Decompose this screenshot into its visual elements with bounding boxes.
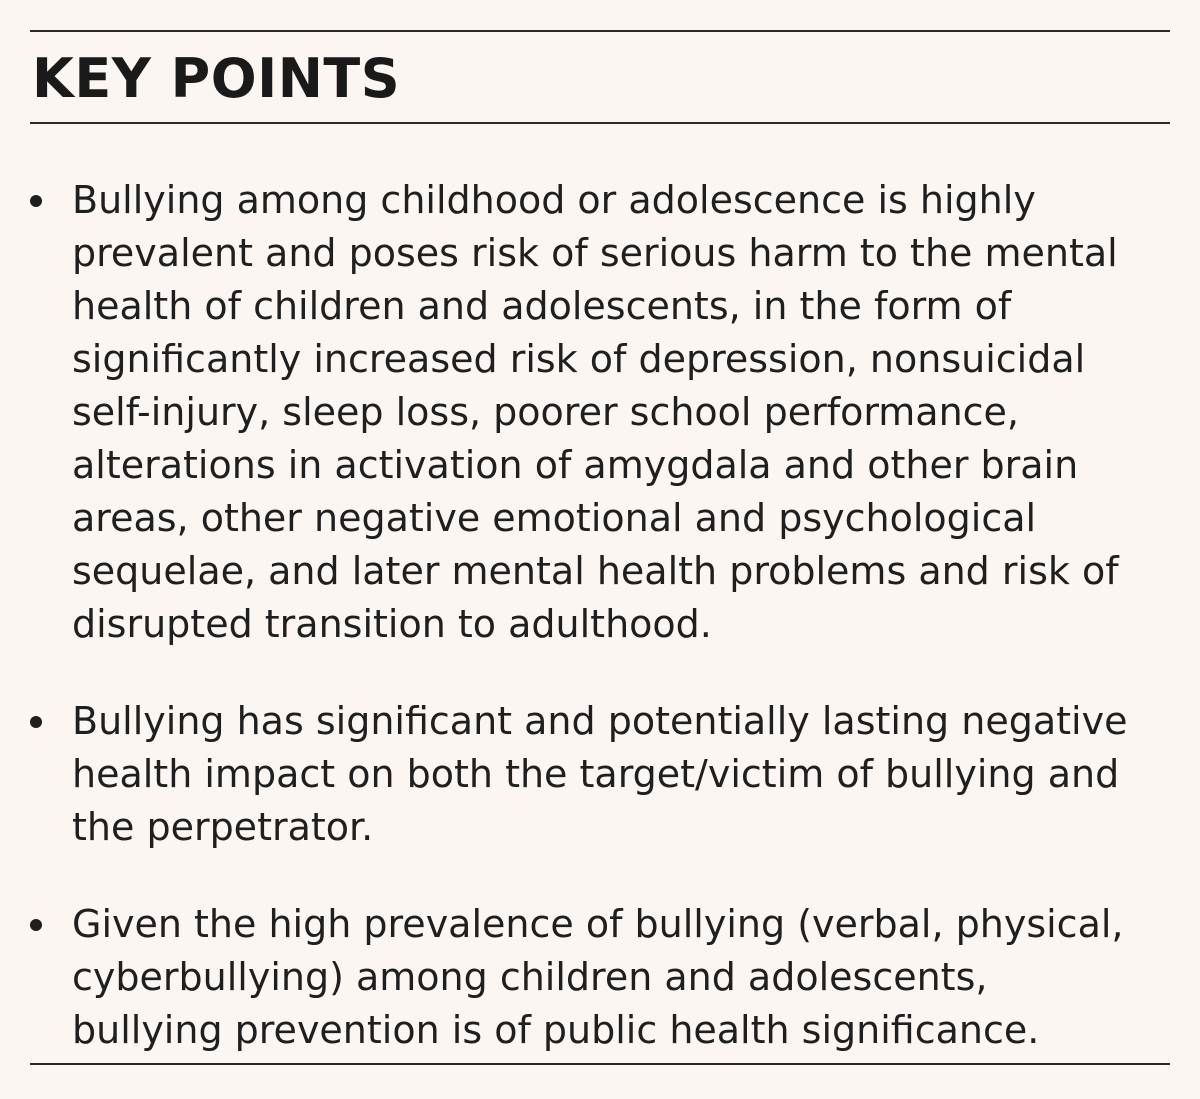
bullet-icon	[30, 919, 42, 931]
key-point-2	[0, 695, 1200, 854]
point-line: Given the high prevalence of bullying (verbal, physical,	[72, 902, 1124, 946]
bottom-rule	[30, 1063, 1170, 1065]
point-line: areas, other negative emotional and psychological	[72, 496, 1037, 540]
point-line: health of children and adolescents, in the form of	[72, 284, 1012, 328]
point-line: cyberbullying) among children and adolescents,	[72, 955, 988, 999]
bullet-icon	[30, 716, 42, 728]
key-point-3	[0, 898, 1200, 1057]
point-line: Bullying has significant and potentially lasting negative	[72, 699, 1128, 743]
point-line: self-injury, sleep loss, poorer school performance,	[72, 390, 1020, 434]
key-point-1	[0, 174, 1200, 651]
point-line: bullying prevention is of public health significance.	[72, 1008, 1040, 1052]
key-points-list	[0, 174, 1200, 1099]
point-line: Bullying among childhood or adolescence is highly	[72, 178, 1036, 222]
point-line: disrupted transition to adulthood.	[72, 602, 712, 646]
section-heading: KEY POINTS	[32, 47, 401, 110]
bullet-icon	[30, 195, 42, 207]
point-line: significantly increased risk of depression, nonsuicidal	[72, 337, 1086, 381]
point-line: sequelae, and later mental health problems and risk of	[72, 549, 1119, 593]
point-line: prevalent and poses risk of serious harm to the mental	[72, 231, 1118, 275]
point-line: alterations in activation of amygdala and other brain	[72, 443, 1079, 487]
point-line: the perpetrator.	[72, 805, 374, 849]
heading-rule	[30, 122, 1170, 124]
point-line: health impact on both the target/victim of bullying and	[72, 752, 1120, 796]
top-rule	[30, 30, 1170, 32]
